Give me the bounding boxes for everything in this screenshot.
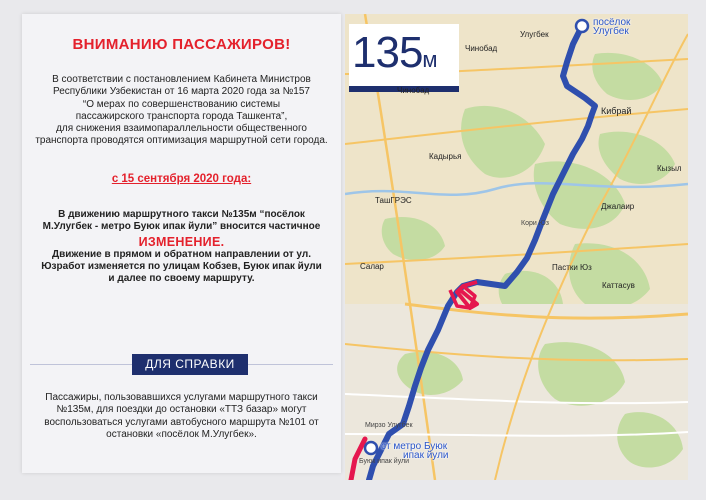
intro-line: для снижения взаимопараллельности общественного	[56, 123, 307, 135]
change-paragraph	[30, 209, 333, 286]
notice-title: ВНИМАНИЮ ПАССАЖИРОВ!	[72, 36, 291, 53]
detour-line: и далее по своему маршруту.	[108, 273, 255, 285]
river	[345, 183, 688, 195]
place-label: Буюк ипак йули	[359, 458, 410, 465]
green-area	[569, 243, 650, 309]
route-number	[352, 28, 437, 78]
place-label: Кори Юз	[521, 220, 549, 227]
route-map[interactable]	[345, 14, 688, 480]
route-number-digits: 135	[352, 28, 423, 77]
place-label: Чинобад	[397, 86, 430, 95]
info-paragraph	[30, 392, 333, 441]
intro-line: пассажирского транспорта города Ташкента”,	[75, 110, 288, 122]
info-line: воспользоваться услугами автобусного маршрута №101 от	[44, 416, 319, 428]
stop-start-line: посёлок	[593, 17, 631, 28]
place-label: Пастки Юз	[552, 263, 592, 272]
intro-line: транспорта проводятся оптимизация маршрутной сети города.	[35, 135, 328, 147]
green-area	[534, 161, 625, 228]
detour-line: Юзработ изменяется по улицам Кобзев, Буюк ипак йули	[41, 261, 322, 273]
detour-line: Движение в прямом и обратном направлении от ул.	[52, 248, 311, 260]
place-label: ТашГРЭС	[375, 196, 412, 205]
route-badge	[349, 24, 459, 92]
place-label: Чинобад	[465, 44, 498, 53]
place-label: Мирзо Улугбек	[365, 422, 413, 429]
green-area	[382, 217, 445, 260]
intro-paragraph	[30, 74, 333, 148]
place-label: Улугбек	[520, 30, 549, 39]
place-label: Каттасув	[602, 281, 635, 290]
stop-end-marker[interactable]	[365, 442, 377, 454]
green-area	[461, 106, 545, 178]
movement-line: М.Улугбек - метро Буюк ипак йули” вносится частичное	[42, 221, 321, 233]
info-line: Пассажиры, пользовавшихся услугами маршрутного такси	[45, 392, 318, 403]
movement-line: В движению маршрутного такси №135м “посёлок	[58, 209, 305, 220]
intro-line: Республики Узбекистан от 16 марта 2020 года за №157	[53, 86, 310, 98]
place-label: Кибрай	[601, 106, 632, 116]
effective-date: с 15 сентября 2020 года:	[111, 173, 252, 185]
stop-start-marker[interactable]	[576, 20, 588, 32]
route-suffix: м	[422, 47, 437, 72]
info-line: №135м, для поездки до остановки «ТТЗ базар» могут	[56, 404, 307, 416]
stop-end-line: ст метро Буюк	[381, 441, 448, 452]
place-label: Салар	[360, 262, 384, 271]
stop-start-line: Улугбек	[593, 26, 629, 37]
info-label: ДЛЯ СПРАВКИ	[132, 354, 248, 375]
info-line: остановки «посёлок М.Улугбек».	[106, 428, 257, 440]
intro-line: В соответствии с постановлением Кабинета Министров	[52, 74, 311, 85]
place-label: Джалаир	[601, 202, 635, 211]
stop-end-line: ипак йули	[403, 450, 449, 461]
stop-start-label	[593, 18, 630, 36]
intro-line: “О мерах по совершенствованию системы	[82, 98, 281, 110]
change-word: ИЗМЕНЕНИЕ.	[138, 234, 225, 249]
notice-card	[22, 14, 341, 473]
green-area	[599, 132, 675, 184]
place-label: Кызыл	[657, 164, 682, 173]
place-label: Кадырья	[429, 152, 462, 161]
